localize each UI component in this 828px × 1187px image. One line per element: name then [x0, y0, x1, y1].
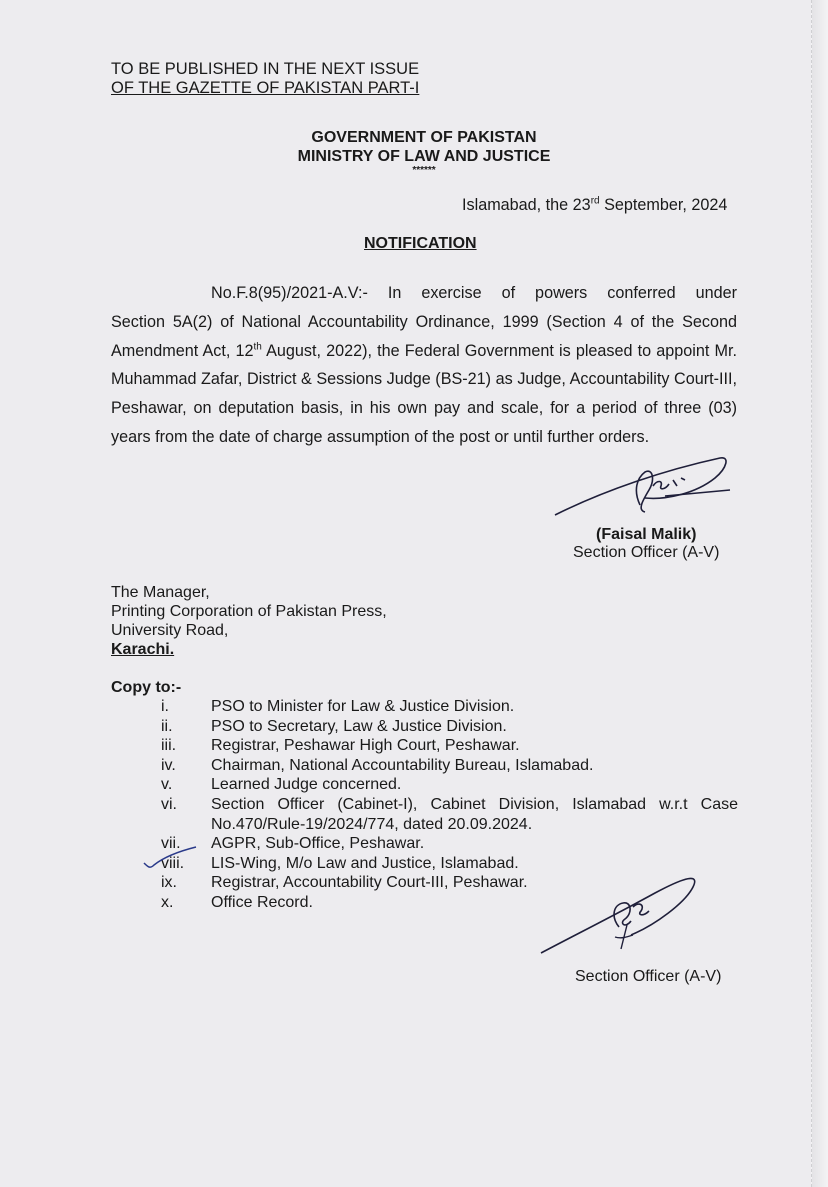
ministry-title: MINISTRY OF LAW AND JUSTICE [297, 148, 551, 165]
addressee-line-3: University Road, [111, 622, 229, 639]
date-line [462, 196, 727, 215]
item-text: PSO to Minister for Law & Justice Division. [211, 698, 515, 715]
item-number: x. [161, 893, 174, 911]
page-edge [811, 0, 828, 1187]
item-number: vi. [161, 795, 177, 813]
item-text: PSO to Secretary, Law & Justice Division. [211, 717, 507, 735]
item-text: AGPR, Sub-Office, Peshawar. [211, 835, 425, 853]
addressee-city: Karachi. [111, 641, 175, 658]
tick-mark [140, 845, 200, 875]
item-number: v. [161, 776, 173, 794]
list-item [111, 775, 741, 795]
gazette-line-2: OF THE GAZETTE OF PAKISTAN PART-I [111, 79, 420, 97]
gazette-line-1: TO BE PUBLISHED IN THE NEXT ISSUE [111, 60, 420, 78]
item-number: ix. [161, 874, 177, 892]
item-number: viii. [161, 854, 185, 872]
list-item [111, 756, 741, 776]
item-text: Office Record. [211, 893, 313, 911]
item-number: iii. [161, 737, 177, 755]
notification-title: NOTIFICATION [364, 235, 477, 252]
list-item-continuation [111, 815, 741, 835]
date-prefix: Islamabad, the 23 [462, 196, 591, 214]
signatory-designation: Section Officer (A-V) [573, 544, 720, 561]
signature-scribble-2 [535, 865, 705, 975]
list-item [111, 834, 741, 854]
date-sup: rd [590, 195, 600, 207]
item-number: i. [161, 698, 169, 715]
body-first-line: No.F.8(95)/2021-A.V:- In exercise of powers conferred under [211, 284, 737, 302]
body-part-2: August, 2022), the Federal Government is pleased to appoint Mr. Muhammad Zafar, District & Sessions Judge (BS-21) as Judge, Accountability Court-III, Peshawar, on deputation basis, in his own pay and scale, for a period of three (03) years from the date of charge assumption of the post or until further orders. [111, 341, 737, 446]
item-number: ii. [161, 717, 173, 735]
item-text: Registrar, Peshawar High Court, Peshawar. [211, 737, 520, 755]
item-text: Learned Judge concerned. [211, 776, 402, 794]
body-sup: th [253, 341, 262, 353]
list-item [111, 795, 741, 815]
item-text: Registrar, Accountability Court-III, Peshawar. [211, 874, 528, 892]
copy-to-heading: Copy to:- [111, 679, 182, 696]
addressee-line-1: The Manager, [111, 584, 210, 601]
item-text: LIS-Wing, M/o Law and Justice, Islamabad. [211, 854, 519, 872]
list-item [111, 717, 741, 737]
date-suffix: September, 2024 [599, 196, 728, 214]
item-number: iv. [161, 756, 176, 774]
notification-body [111, 279, 737, 452]
footer-signatory-designation: Section Officer (A-V) [575, 968, 722, 985]
item-text-continuation: No.470/Rule-19/2024/774, dated 20.09.2024. [211, 815, 533, 833]
item-text: Section Officer (Cabinet-I), Cabinet Division, Islamabad w.r.t Case [211, 795, 738, 813]
item-number: vii. [161, 835, 181, 853]
list-item [111, 736, 741, 756]
item-text: Chairman, National Accountability Bureau, Islamabad. [211, 756, 594, 774]
body-part-1: Section 5A(2) of National Accountability Ordinance, 1999 (Section 4 of the Second Amendment Act, 12 [111, 312, 737, 360]
header-stars: ****** [412, 165, 436, 176]
government-title: GOVERNMENT OF PAKISTAN [311, 129, 537, 146]
signatory-name: (Faisal Malik) [596, 526, 697, 543]
addressee-line-2: Printing Corporation of Pakistan Press, [111, 603, 387, 620]
list-item [111, 697, 741, 717]
